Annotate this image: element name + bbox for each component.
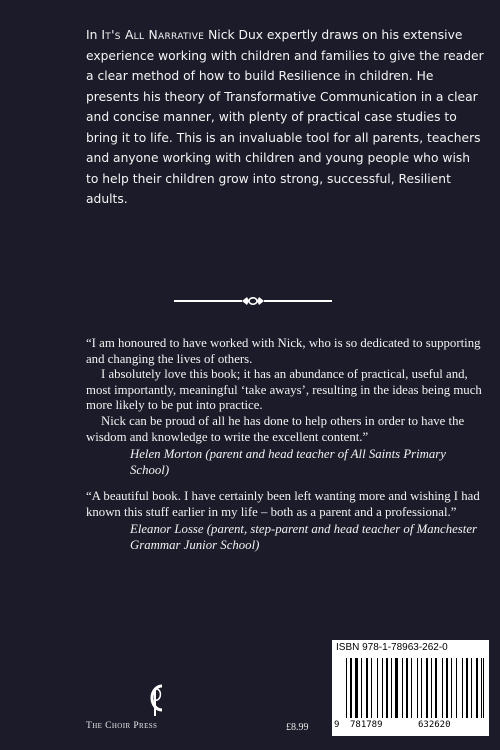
publisher-name: The Choir Press	[86, 721, 158, 731]
blurb-intro: In	[86, 28, 102, 42]
quote-attribution: Helen Morton (parent and head teacher of All Saints Primary School)	[130, 447, 446, 477]
price: £8.99	[286, 722, 309, 733]
blurb-text: Nick Dux expertly draws on his extensive experience working with children and families to give the reader a clear method of how to build Resilience in children. He presents his theory of Transformative Communication in a clear and concise manner, with plenty of practical case studies to bring it to life. This is an invaluable tool for all parents, teachers and anyone working with children and young people who wish to help their children grow into strong, successful, Resilient adults.	[86, 28, 484, 206]
barcode-digit-first: 9	[334, 720, 340, 730]
isbn-barcode-box	[332, 640, 489, 736]
endorsement-quote-2	[86, 489, 486, 553]
book-blurb	[86, 25, 486, 210]
barcode-digits-left: 781789	[350, 720, 383, 730]
divider-ornament-icon	[172, 294, 334, 308]
quote-paragraph: “I am honoured to have worked with Nick, who is so dedicated to supporting and changing the lives of others.	[86, 336, 481, 366]
quote-paragraph: “A beautiful book. I have certainly been left wanting more and wishing I had known this stuff earlier in my life – both as a parent and a professional.”	[86, 489, 480, 519]
endorsement-quote-1	[86, 336, 486, 478]
choir-press-logo-icon	[140, 680, 170, 720]
barcode-digits-right: 632620	[418, 720, 451, 730]
quote-paragraph: I absolutely love this book; it has an abundance of practical, useful and, most importantly, meaningful ‘take aways’, resulting in the ideas being much more likely to be put into practice.	[86, 367, 482, 413]
quote-attribution: Eleanor Losse (parent, step-parent and head teacher of Manchester Grammar Junior School)	[130, 522, 477, 552]
quote-paragraph: Nick can be proud of all he has done to help others in order to have the wisdom and knowledge to write the excellent content.”	[86, 413, 465, 444]
book-title: It's All Narrative	[101, 28, 205, 42]
isbn-label: ISBN 978-1-78963-262-0	[336, 642, 448, 653]
barcode-icon	[336, 658, 485, 720]
